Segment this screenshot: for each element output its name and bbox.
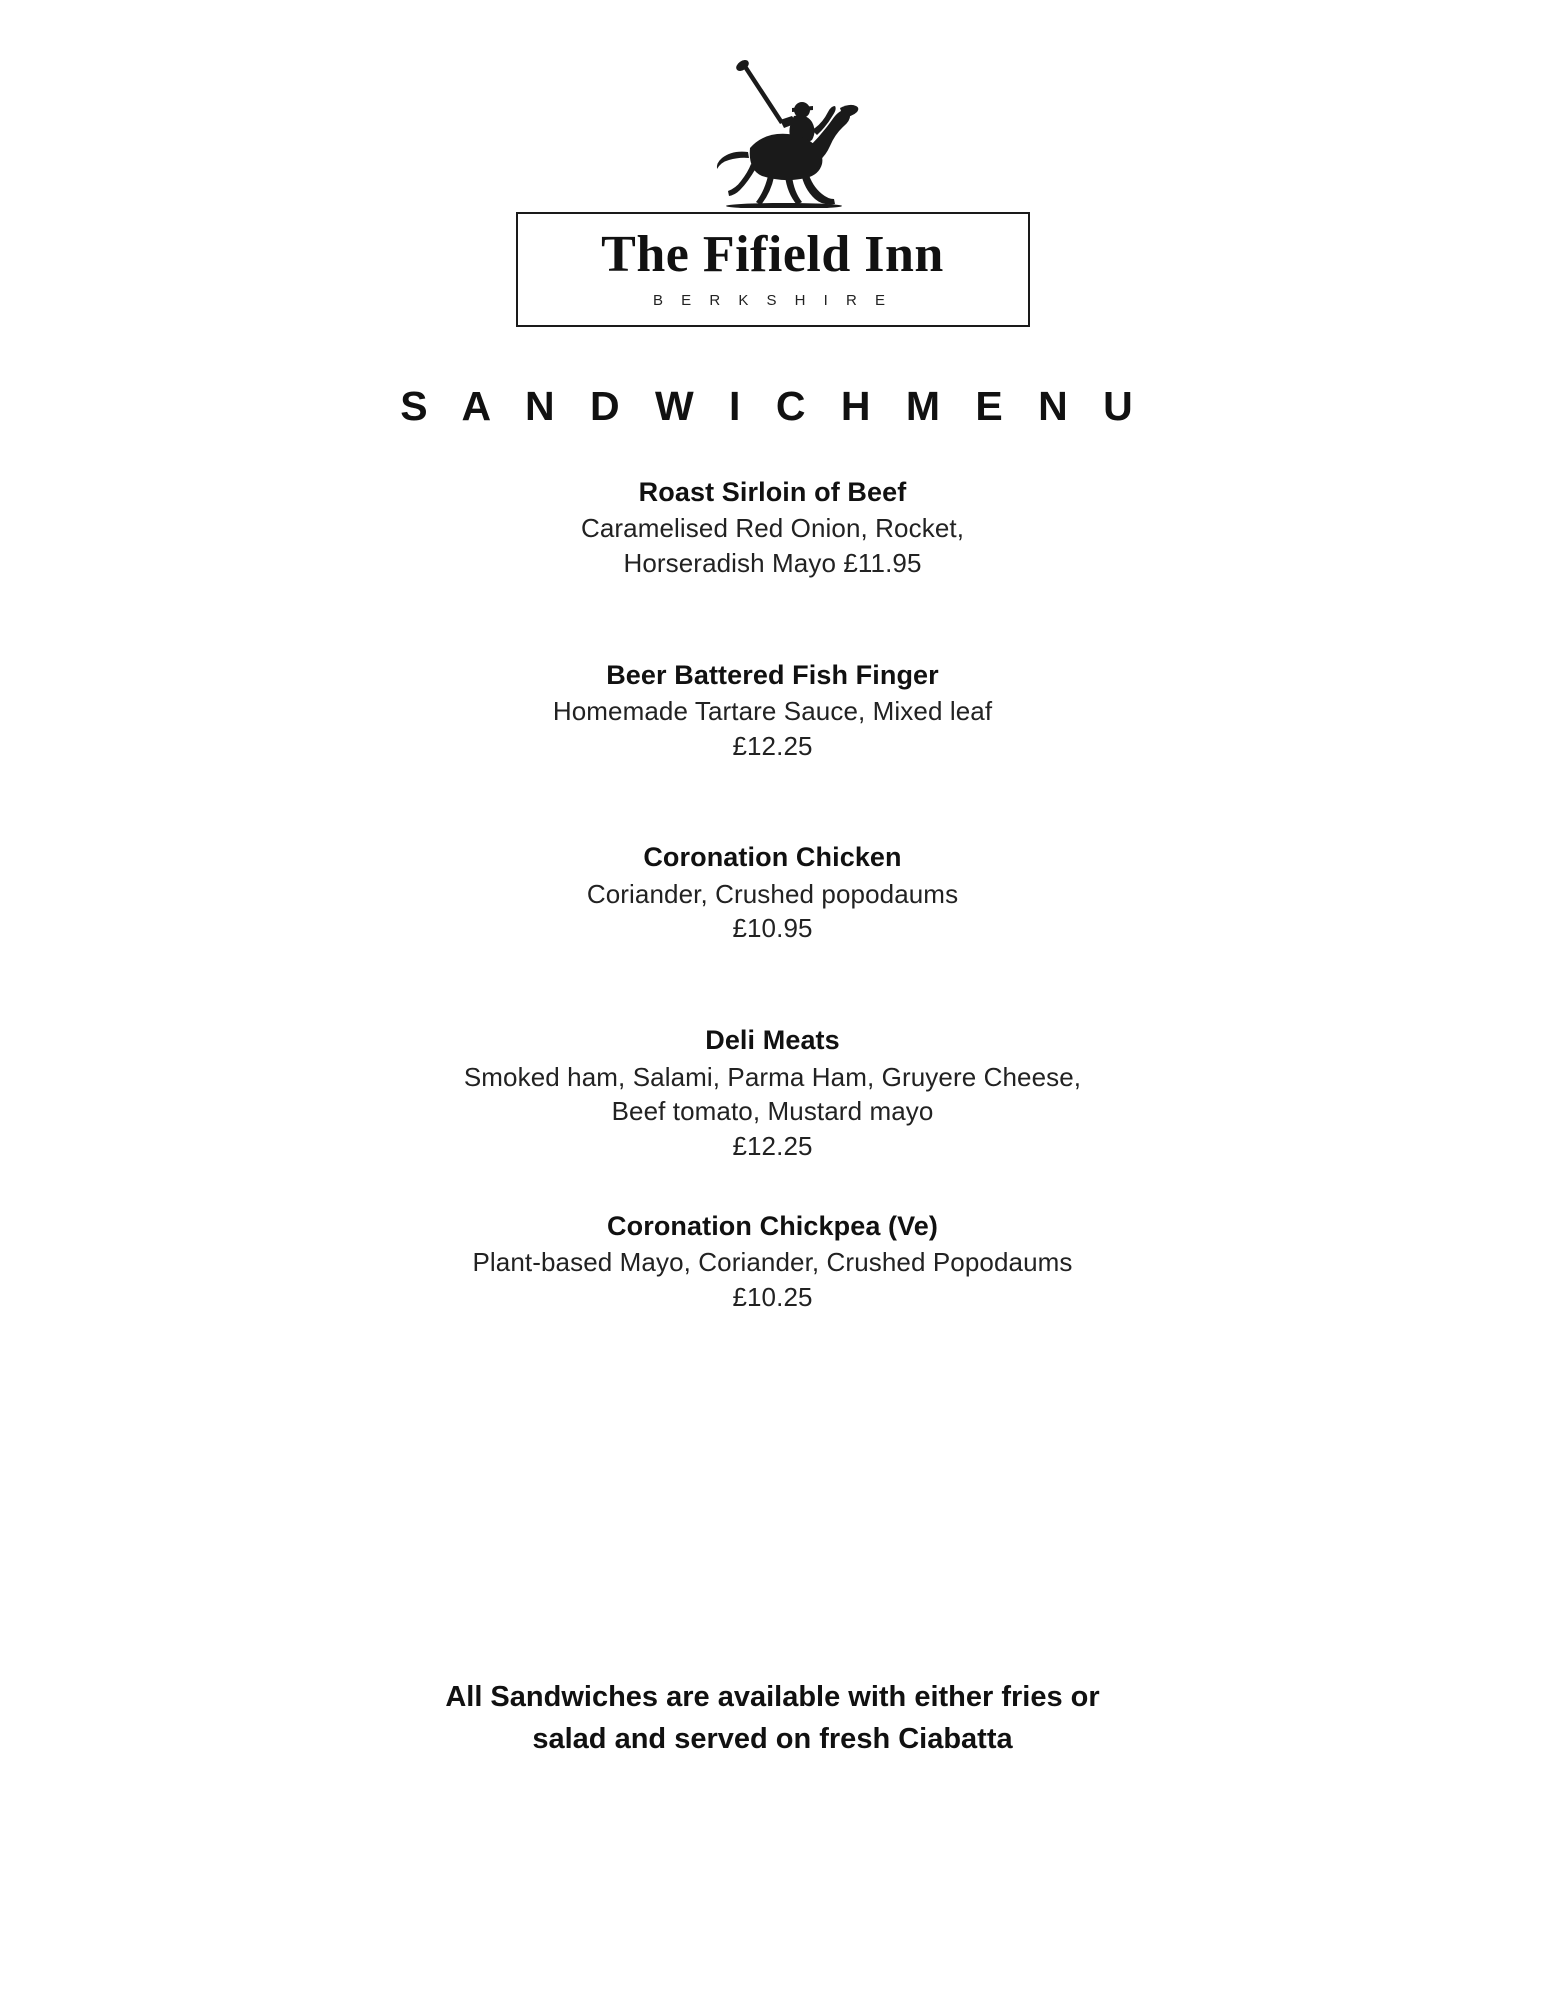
menu-item-description-line: Beef tomato, Mustard mayo [611, 1096, 934, 1127]
menu-item-price: £10.95 [732, 913, 813, 944]
menu-item-name: Coronation Chickpea (Ve) [607, 1211, 938, 1242]
restaurant-logo [516, 58, 1030, 327]
footer-note-line: salad and served on fresh Ciabatta [532, 1723, 1013, 1756]
menu-item-description-line: Smoked ham, Salami, Parma Ham, Gruyere Cheese, [463, 1061, 1082, 1092]
menu-item-description-line: Horseradish Mayo £11.95 [623, 547, 922, 578]
menu-item-description-line: Homemade Tartare Sauce, Mixed leaf [552, 695, 993, 726]
menu-item-name: Roast Sirloin of Beef [638, 476, 907, 507]
menu-item-description-line: Plant-based Mayo, Coriander, Crushed Popodaums [472, 1247, 1073, 1278]
menu-item [0, 839, 1545, 946]
logo-frame [516, 212, 1030, 327]
menu-item-name: Beer Battered Fish Finger [606, 659, 939, 690]
logo-name: The Fifield Inn [601, 226, 944, 283]
footer-note-line: All Sandwiches are available with either fries or [445, 1681, 1100, 1713]
menu-item-price: £10.25 [732, 1282, 813, 1313]
menu-item-name: Coronation Chicken [643, 842, 902, 873]
footer-note [0, 1676, 1545, 1760]
menu-item-name: Deli Meats [705, 1025, 840, 1056]
menu-item-price: £12.25 [732, 730, 813, 761]
menu-item-description-line: Coriander, Crushed popodaums [586, 878, 959, 909]
menu-item-price: £12.25 [732, 1131, 813, 1162]
menu-item [0, 474, 1545, 581]
logo-region: B E R K S H I R E [652, 291, 893, 309]
menu-item [0, 1208, 1545, 1315]
polo-horse-rider-icon [673, 58, 873, 208]
menu-item [0, 1022, 1545, 1164]
menu-items-list [0, 474, 1545, 1315]
menu-item-description-line: Caramelised Red Onion, Rocket, [580, 512, 965, 543]
page-title: S A N D W I C H M E N U [400, 382, 1145, 429]
menu-item [0, 657, 1545, 764]
